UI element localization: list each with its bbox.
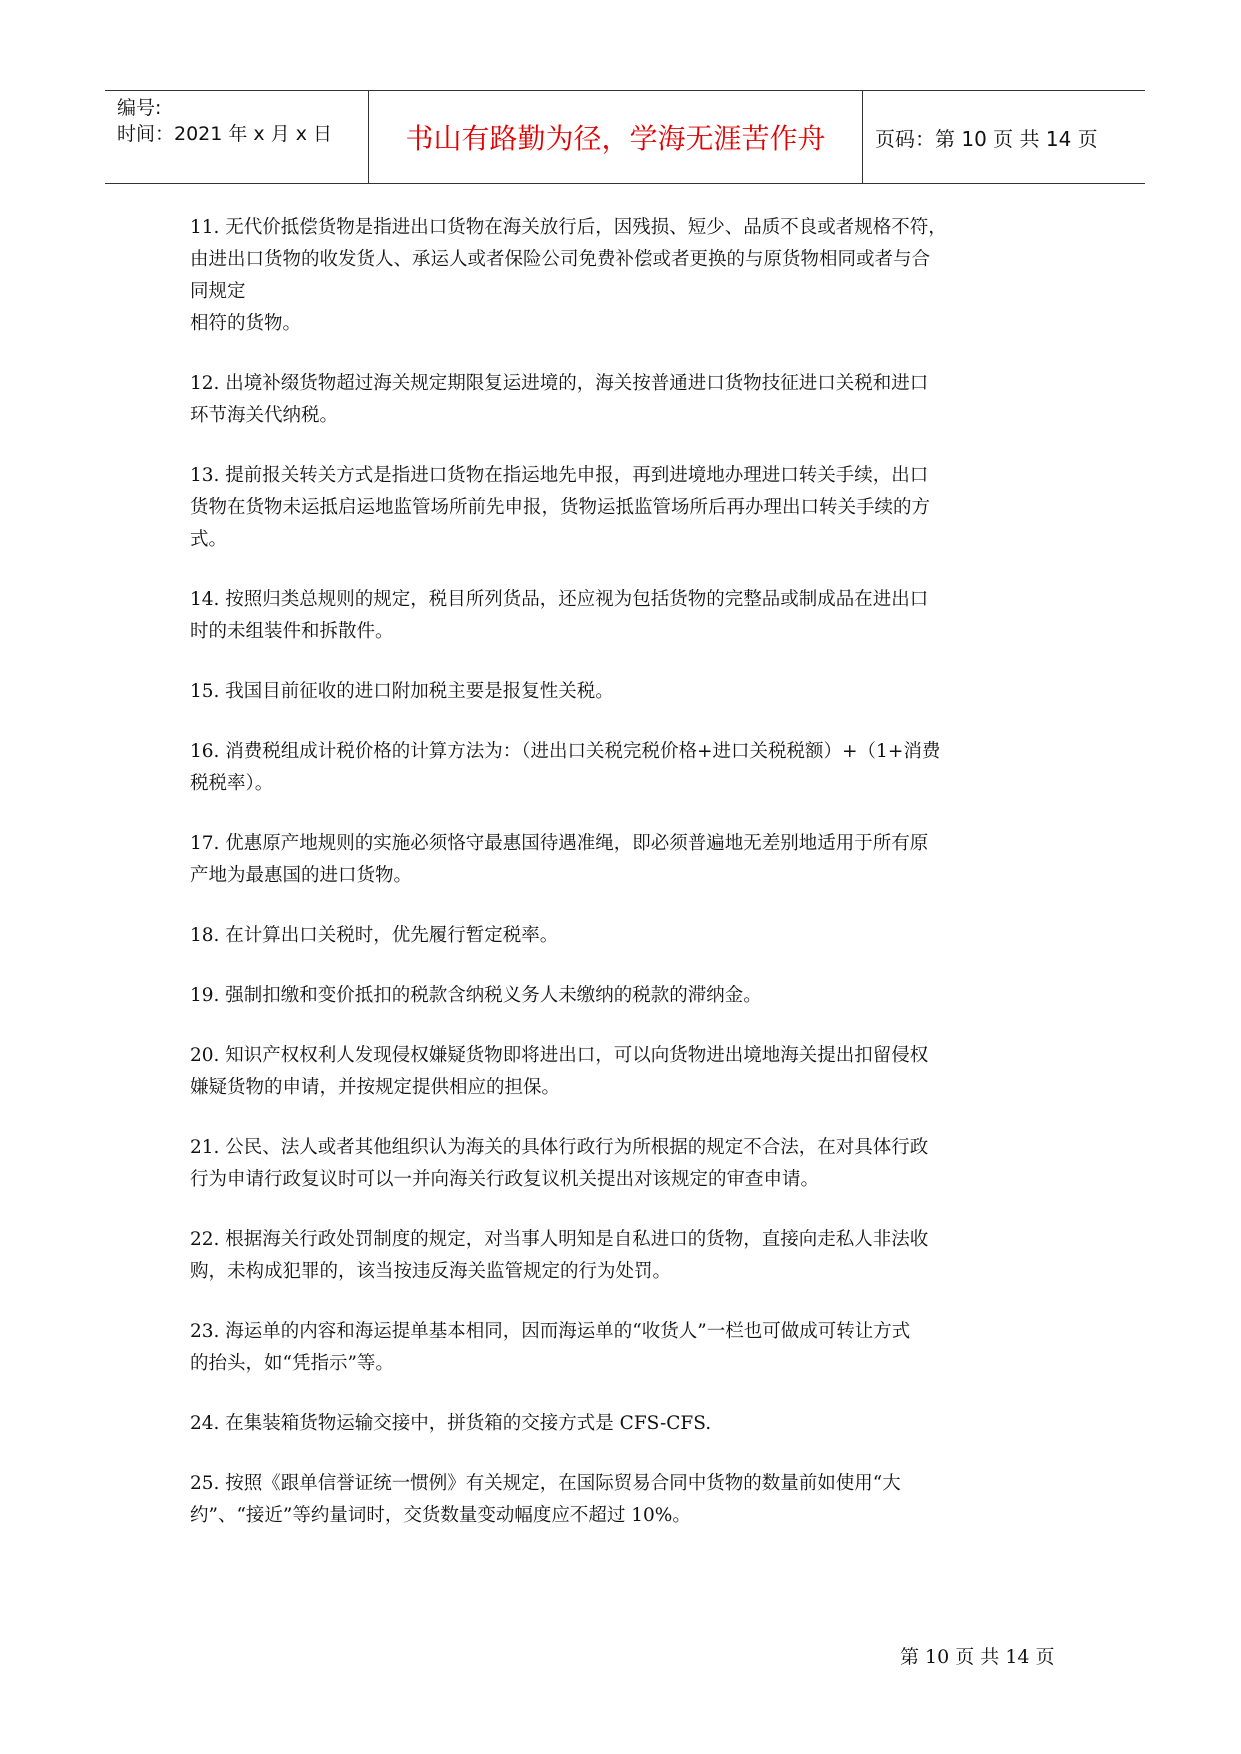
question-paragraph xyxy=(190,460,1060,556)
question-paragraph xyxy=(190,1224,1060,1288)
paragraph-line: 时的未组装件和拆散件。 xyxy=(190,621,394,642)
question-paragraph xyxy=(190,1468,1060,1532)
date-label: 时间：2021 年 x 月 x 日 xyxy=(117,123,333,145)
question-paragraph xyxy=(190,980,1060,1012)
header-right-cell xyxy=(863,91,1145,183)
question-paragraph xyxy=(190,676,1060,708)
paragraph-line: 环节海关代纳税。 xyxy=(190,405,339,426)
paragraph-line: 13. 提前报关转关方式是指进口货物在指运地先申报，再到进境地办理进口转关手续，出口 xyxy=(190,465,929,486)
paragraph-line: 同规定 xyxy=(190,281,246,302)
paragraph-line: 14. 按照归类总规则的规定，税目所列货品，还应视为包括货物的完整品或制成品在进出口 xyxy=(190,589,929,610)
paragraph-line: 式。 xyxy=(190,529,228,550)
paragraph-line: 税税率）。 xyxy=(190,773,274,794)
header-left-cell xyxy=(105,91,369,183)
paragraph-line: 25. 按照《跟单信誉证统一惯例》有关规定，在国际贸易合同中货物的数量前如使用“大 xyxy=(190,1473,901,1494)
header-motto: 书山有路勤为径，学海无涯苦作舟 xyxy=(405,122,826,155)
page-footer xyxy=(900,1642,1055,1669)
question-paragraph xyxy=(190,1316,1060,1380)
paragraph-line: 19. 强制扣缴和变价抵扣的税款含纳税义务人未缴纳的税款的滞纳金。 xyxy=(190,985,762,1006)
question-paragraph xyxy=(190,920,1060,952)
paragraph-line: 约”、“接近”等约量词时，交货数量变动幅度应不超过 10%。 xyxy=(190,1505,691,1526)
header-motto-cell xyxy=(369,91,863,183)
paragraph-line: 22. 根据海关行政处罚制度的规定，对当事人明知是自私进口的货物，直接向走私人非法收 xyxy=(190,1229,929,1250)
paragraph-line: 21. 公民、法人或者其他组织认为海关的具体行政行为所根据的规定不合法，在对具体行政 xyxy=(190,1137,929,1158)
question-paragraph xyxy=(190,1408,1060,1440)
footer-page-number: 第 10 页 共 14 页 xyxy=(900,1646,1055,1668)
paragraph-line: 行为申请行政复议时可以一并向海关行政复议机关提出对该规定的审查申请。 xyxy=(190,1169,820,1190)
paragraph-line: 24. 在集装箱货物运输交接中，拼货箱的交接方式是 CFS-CFS. xyxy=(190,1413,712,1434)
question-paragraph xyxy=(190,1040,1060,1104)
paragraph-line: 的抬头，如“凭指示”等。 xyxy=(190,1353,394,1374)
paragraph-line: 11. 无代价抵偿货物是指进出口货物在海关放行后，因残损、短少、品质不良或者规格不符， xyxy=(190,217,947,238)
page-header xyxy=(105,90,1145,184)
question-paragraph xyxy=(190,212,1060,340)
paragraph-line: 购，未构成犯罪的，该当按违反海关监管规定的行为处罚。 xyxy=(190,1261,672,1282)
paragraph-line: 嫌疑货物的申请，并按规定提供相应的担保。 xyxy=(190,1077,561,1098)
question-paragraph xyxy=(190,584,1060,648)
paragraph-line: 由进出口货物的收发货人、承运人或者保险公司免费补偿或者更换的与原货物相同或者与合 xyxy=(190,249,931,270)
question-paragraph xyxy=(190,828,1060,892)
paragraph-line: 产地为最惠国的进口货物。 xyxy=(190,865,413,886)
question-paragraph xyxy=(190,368,1060,432)
paragraph-line: 18. 在计算出口关税时，优先履行暂定税率。 xyxy=(190,925,559,946)
page-number-label: 页码：第 10 页 共 14 页 xyxy=(875,126,1098,151)
paragraph-line: 16. 消费税组成计税价格的计算方法为：（进出口关税完税价格+进口关税税额）+（1+消费 xyxy=(190,741,941,762)
paragraph-line: 相符的货物。 xyxy=(190,313,302,334)
paragraph-line: 23. 海运单的内容和海运提单基本相同，因而海运单的“收货人”一栏也可做成可转让方式 xyxy=(190,1321,911,1342)
paragraph-line: 12. 出境补缀货物超过海关规定期限复运进境的，海关按普通进口货物技征进口关税和进口 xyxy=(190,373,929,394)
serial-number-label: 编号: xyxy=(117,97,162,119)
paragraph-line: 15. 我国目前征收的进口附加税主要是报复性关税。 xyxy=(190,681,614,702)
paragraph-line: 货物在货物未运抵启运地监管场所前先申报，货物运抵监管场所后再办理出口转关手续的方 xyxy=(190,497,931,518)
document-body xyxy=(190,212,1060,1560)
paragraph-line: 17. 优惠原产地规则的实施必须恪守最惠国待遇准绳，即必须普遍地无差别地适用于所有原 xyxy=(190,833,929,854)
question-paragraph xyxy=(190,736,1060,800)
question-paragraph xyxy=(190,1132,1060,1196)
paragraph-line: 20. 知识产权权利人发现侵权嫌疑货物即将进出口，可以向货物进出境地海关提出扣留侵权 xyxy=(190,1045,929,1066)
